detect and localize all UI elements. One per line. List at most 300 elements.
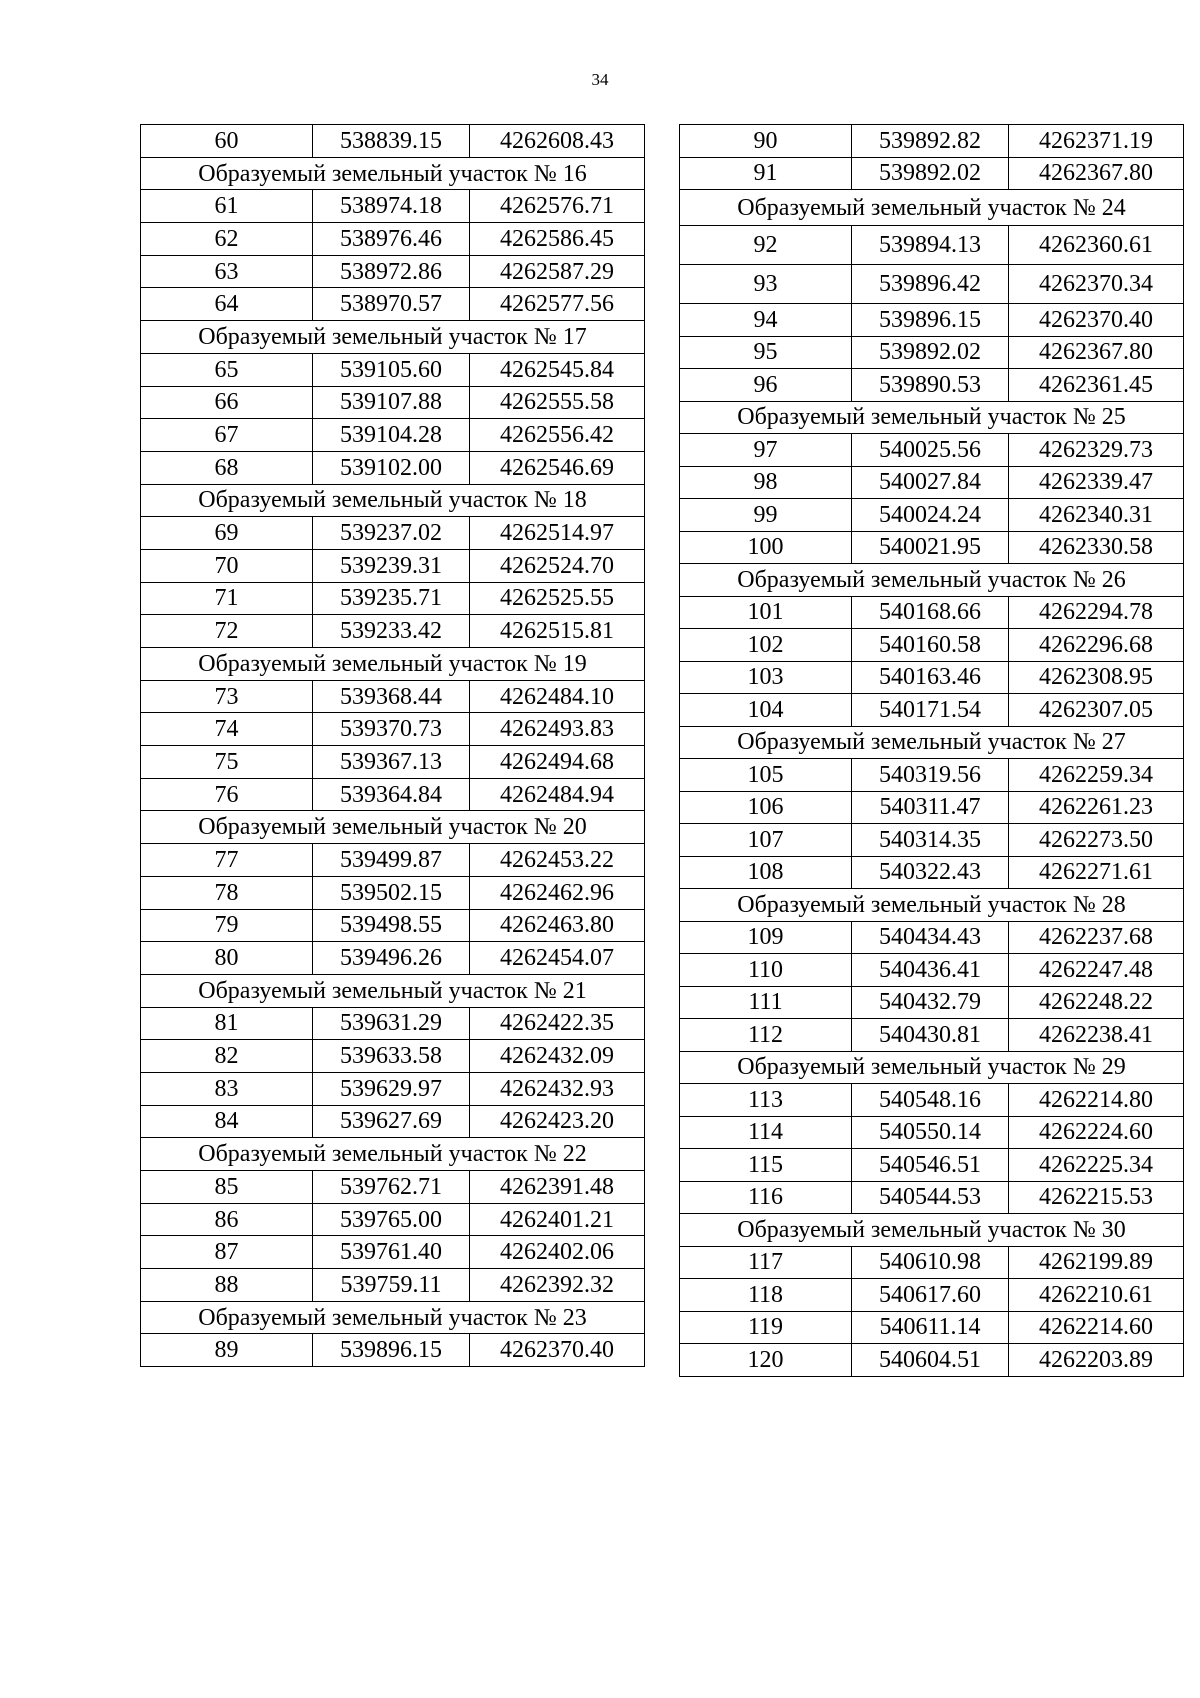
point-number: 90: [680, 125, 852, 158]
table-row: [141, 909, 645, 942]
parcel-header-row: [141, 157, 645, 190]
x-coordinate: 539364.84: [313, 778, 470, 811]
parcel-header: [141, 1138, 645, 1171]
x-coordinate: 539237.02: [313, 517, 470, 550]
x-coordinate: 538972.86: [313, 255, 470, 288]
x-coordinate: 540550.14: [852, 1116, 1009, 1149]
table-row: [680, 694, 1184, 727]
point-number: 78: [141, 876, 313, 909]
x-coordinate: 540611.14: [852, 1311, 1009, 1344]
point-number: 100: [680, 531, 852, 564]
parcel-header-label: Образуемый земельный участок №: [198, 650, 563, 677]
x-coordinate: 540021.95: [852, 531, 1009, 564]
y-coordinate: 4262422.35: [470, 1007, 645, 1040]
parcel-header: [680, 1214, 1184, 1247]
y-coordinate: 4262545.84: [470, 353, 645, 386]
parcel-header-row: [141, 811, 645, 844]
y-coordinate: 4262484.94: [470, 778, 645, 811]
y-coordinate: 4262462.96: [470, 876, 645, 909]
y-coordinate: 4262225.34: [1009, 1149, 1184, 1182]
parcel-header-row: [141, 484, 645, 517]
coordinates-table-left: [140, 124, 645, 1367]
x-coordinate: 540434.43: [852, 921, 1009, 954]
parcel-number: 16: [562, 160, 587, 187]
parcel-header: [680, 726, 1184, 759]
y-coordinate: 4262271.61: [1009, 856, 1184, 889]
y-coordinate: 4262294.78: [1009, 596, 1184, 629]
parcel-header-row: [680, 889, 1184, 922]
parcel-header: [141, 1301, 645, 1334]
point-number: 64: [141, 288, 313, 321]
point-number: 92: [680, 226, 852, 265]
x-coordinate: 539896.42: [852, 265, 1009, 304]
x-coordinate: 540027.84: [852, 466, 1009, 499]
parcel-number: 18: [562, 487, 587, 514]
parcel-number: 21: [562, 977, 587, 1004]
parcel-header: [141, 484, 645, 517]
point-number: 118: [680, 1279, 852, 1312]
y-coordinate: 4262524.70: [470, 549, 645, 582]
point-number: 111: [680, 986, 852, 1019]
y-coordinate: 4262361.45: [1009, 369, 1184, 402]
point-number: 76: [141, 778, 313, 811]
parcel-header-label: Образуемый земельный участок №: [198, 814, 563, 841]
y-coordinate: 4262247.48: [1009, 954, 1184, 987]
table-row: [680, 1019, 1184, 1052]
point-number: 97: [680, 434, 852, 467]
point-number: 107: [680, 824, 852, 857]
table-row: [680, 629, 1184, 662]
point-number: 105: [680, 759, 852, 792]
parcel-number: 30: [1101, 1216, 1126, 1243]
point-number: 71: [141, 582, 313, 615]
y-coordinate: 4262210.61: [1009, 1279, 1184, 1312]
parcel-header: [680, 190, 1184, 226]
parcel-number: 29: [1101, 1054, 1126, 1081]
table-row: [680, 304, 1184, 337]
point-number: 74: [141, 713, 313, 746]
table-row: [680, 1149, 1184, 1182]
y-coordinate: 4262576.71: [470, 190, 645, 223]
point-number: 93: [680, 265, 852, 304]
parcel-header: [680, 1051, 1184, 1084]
x-coordinate: 539631.29: [313, 1007, 470, 1040]
y-coordinate: 4262556.42: [470, 419, 645, 452]
parcel-header-label: Образуемый земельный участок №: [198, 323, 563, 350]
y-coordinate: 4262525.55: [470, 582, 645, 615]
table-row: [680, 661, 1184, 694]
parcel-header-row: [141, 321, 645, 354]
coordinates-table-right: [679, 124, 1184, 1377]
x-coordinate: 539102.00: [313, 451, 470, 484]
y-coordinate: 4262494.68: [470, 746, 645, 779]
table-row: [141, 255, 645, 288]
table-row: [141, 1040, 645, 1073]
page-number: 34: [591, 70, 609, 89]
table-row: [680, 921, 1184, 954]
parcel-header-label: Образуемый земельный участок №: [198, 160, 563, 187]
x-coordinate: 539759.11: [313, 1269, 470, 1302]
parcel-header-row: [680, 564, 1184, 597]
table-row: [680, 1084, 1184, 1117]
table-row: [680, 466, 1184, 499]
table-row: [141, 876, 645, 909]
x-coordinate: 540604.51: [852, 1344, 1009, 1377]
x-coordinate: 539370.73: [313, 713, 470, 746]
parcel-header: [141, 648, 645, 681]
parcel-number: 28: [1101, 891, 1126, 918]
x-coordinate: 539499.87: [313, 844, 470, 877]
x-coordinate: 538970.57: [313, 288, 470, 321]
y-coordinate: 4262423.20: [470, 1105, 645, 1138]
parcel-header-label: Образуемый земельный участок №: [737, 404, 1102, 431]
y-coordinate: 4262586.45: [470, 223, 645, 256]
parcel-header: [141, 811, 645, 844]
table-row: [141, 615, 645, 648]
parcel-header-label: Образуемый земельный участок №: [737, 1054, 1102, 1081]
table-row: [680, 954, 1184, 987]
y-coordinate: 4262307.05: [1009, 694, 1184, 727]
x-coordinate: 540544.53: [852, 1181, 1009, 1214]
table-row: [680, 1116, 1184, 1149]
x-coordinate: 540548.16: [852, 1084, 1009, 1117]
y-coordinate: 4262493.83: [470, 713, 645, 746]
parcel-header-label: Образуемый земельный участок №: [737, 194, 1102, 221]
x-coordinate: 539502.15: [313, 876, 470, 909]
point-number: 86: [141, 1203, 313, 1236]
x-coordinate: 539890.53: [852, 369, 1009, 402]
y-coordinate: 4262329.73: [1009, 434, 1184, 467]
y-coordinate: 4262199.89: [1009, 1246, 1184, 1279]
point-number: 72: [141, 615, 313, 648]
point-number: 109: [680, 921, 852, 954]
y-coordinate: 4262484.10: [470, 680, 645, 713]
table-row: [680, 499, 1184, 532]
parcel-number: 26: [1101, 566, 1126, 593]
x-coordinate: 539892.02: [852, 157, 1009, 190]
point-number: 113: [680, 1084, 852, 1117]
y-coordinate: 4262215.53: [1009, 1181, 1184, 1214]
x-coordinate: 539629.97: [313, 1072, 470, 1105]
y-coordinate: 4262432.93: [470, 1072, 645, 1105]
y-coordinate: 4262608.43: [470, 125, 645, 158]
table-row: [141, 942, 645, 975]
parcel-number: 24: [1101, 194, 1126, 221]
y-coordinate: 4262454.07: [470, 942, 645, 975]
y-coordinate: 4262339.47: [1009, 466, 1184, 499]
table-row: [141, 419, 645, 452]
x-coordinate: 539368.44: [313, 680, 470, 713]
table-row: [680, 1246, 1184, 1279]
point-number: 80: [141, 942, 313, 975]
point-number: 61: [141, 190, 313, 223]
point-number: 84: [141, 1105, 313, 1138]
y-coordinate: 4262273.50: [1009, 824, 1184, 857]
table-row: [141, 125, 645, 158]
point-number: 87: [141, 1236, 313, 1269]
x-coordinate: 540160.58: [852, 629, 1009, 662]
point-number: 120: [680, 1344, 852, 1377]
y-coordinate: 4262453.22: [470, 844, 645, 877]
y-coordinate: 4262203.89: [1009, 1344, 1184, 1377]
parcel-header-label: Образуемый земельный участок №: [198, 1141, 563, 1168]
table-row: [680, 1344, 1184, 1377]
table-row: [680, 596, 1184, 629]
y-coordinate: 4262463.80: [470, 909, 645, 942]
table-row: [141, 844, 645, 877]
x-coordinate: 540163.46: [852, 661, 1009, 694]
y-coordinate: 4262401.21: [470, 1203, 645, 1236]
table-row: [680, 336, 1184, 369]
point-number: 63: [141, 255, 313, 288]
point-number: 99: [680, 499, 852, 532]
y-coordinate: 4262514.97: [470, 517, 645, 550]
point-number: 66: [141, 386, 313, 419]
y-coordinate: 4262296.68: [1009, 629, 1184, 662]
x-coordinate: 538976.46: [313, 223, 470, 256]
y-coordinate: 4262587.29: [470, 255, 645, 288]
y-coordinate: 4262391.48: [470, 1171, 645, 1204]
table-row: [680, 1311, 1184, 1344]
x-coordinate: 540546.51: [852, 1149, 1009, 1182]
point-number: 116: [680, 1181, 852, 1214]
point-number: 88: [141, 1269, 313, 1302]
parcel-number: 17: [562, 323, 587, 350]
x-coordinate: 539233.42: [313, 615, 470, 648]
table-row: [141, 1269, 645, 1302]
parcel-header: [141, 157, 645, 190]
point-number: 114: [680, 1116, 852, 1149]
y-coordinate: 4262248.22: [1009, 986, 1184, 1019]
point-number: 119: [680, 1311, 852, 1344]
table-row: [141, 1105, 645, 1138]
y-coordinate: 4262402.06: [470, 1236, 645, 1269]
x-coordinate: 539894.13: [852, 226, 1009, 265]
parcel-header-row: [141, 1138, 645, 1171]
x-coordinate: 539239.31: [313, 549, 470, 582]
x-coordinate: 539761.40: [313, 1236, 470, 1269]
x-coordinate: 540025.56: [852, 434, 1009, 467]
x-coordinate: 539107.88: [313, 386, 470, 419]
parcel-number: 19: [562, 650, 587, 677]
parcel-number: 27: [1101, 729, 1126, 756]
point-number: 65: [141, 353, 313, 386]
y-coordinate: 4262237.68: [1009, 921, 1184, 954]
parcel-header: [680, 564, 1184, 597]
y-coordinate: 4262259.34: [1009, 759, 1184, 792]
table-row: [141, 190, 645, 223]
point-number: 108: [680, 856, 852, 889]
y-coordinate: 4262370.40: [1009, 304, 1184, 337]
point-number: 69: [141, 517, 313, 550]
table-row: [680, 824, 1184, 857]
x-coordinate: 539762.71: [313, 1171, 470, 1204]
table-row: [680, 125, 1184, 158]
x-coordinate: 540617.60: [852, 1279, 1009, 1312]
point-number: 67: [141, 419, 313, 452]
parcel-header-label: Образуемый земельный участок №: [737, 891, 1102, 918]
x-coordinate: 540436.41: [852, 954, 1009, 987]
point-number: 102: [680, 629, 852, 662]
y-coordinate: 4262367.80: [1009, 157, 1184, 190]
x-coordinate: 539105.60: [313, 353, 470, 386]
parcel-number: 25: [1101, 404, 1126, 431]
point-number: 81: [141, 1007, 313, 1040]
y-coordinate: 4262224.60: [1009, 1116, 1184, 1149]
x-coordinate: 539892.82: [852, 125, 1009, 158]
y-coordinate: 4262555.58: [470, 386, 645, 419]
y-coordinate: 4262214.80: [1009, 1084, 1184, 1117]
point-number: 79: [141, 909, 313, 942]
parcel-header: [680, 889, 1184, 922]
table-row: [680, 1279, 1184, 1312]
table-row: [141, 582, 645, 615]
parcel-header-row: [680, 1214, 1184, 1247]
y-coordinate: 4262370.40: [470, 1334, 645, 1367]
point-number: 82: [141, 1040, 313, 1073]
y-coordinate: 4262261.23: [1009, 791, 1184, 824]
parcel-header-label: Образуемый земельный участок №: [737, 566, 1102, 593]
point-number: 103: [680, 661, 852, 694]
table-row: [141, 223, 645, 256]
x-coordinate: 539104.28: [313, 419, 470, 452]
parcel-header-label: Образуемый земельный участок №: [198, 487, 563, 514]
table-row: [141, 1072, 645, 1105]
x-coordinate: 540319.56: [852, 759, 1009, 792]
x-coordinate: 539892.02: [852, 336, 1009, 369]
point-number: 101: [680, 596, 852, 629]
x-coordinate: 539235.71: [313, 582, 470, 615]
x-coordinate: 539627.69: [313, 1105, 470, 1138]
point-number: 96: [680, 369, 852, 402]
x-coordinate: 538839.15: [313, 125, 470, 158]
y-coordinate: 4262371.19: [1009, 125, 1184, 158]
parcel-header-row: [680, 190, 1184, 226]
y-coordinate: 4262367.80: [1009, 336, 1184, 369]
x-coordinate: 540432.79: [852, 986, 1009, 1019]
parcel-header-row: [141, 648, 645, 681]
table-row: [680, 856, 1184, 889]
table-row: [680, 157, 1184, 190]
table-row: [141, 353, 645, 386]
y-coordinate: 4262392.32: [470, 1269, 645, 1302]
parcel-header-row: [680, 1051, 1184, 1084]
table-row: [141, 1203, 645, 1236]
table-row: [680, 986, 1184, 1019]
parcel-header-row: [141, 1301, 645, 1334]
parcel-header-label: Образуемый земельный участок №: [737, 1216, 1102, 1243]
point-number: 94: [680, 304, 852, 337]
y-coordinate: 4262515.81: [470, 615, 645, 648]
table-row: [680, 791, 1184, 824]
y-coordinate: 4262432.09: [470, 1040, 645, 1073]
point-number: 95: [680, 336, 852, 369]
point-number: 91: [680, 157, 852, 190]
table-row: [680, 531, 1184, 564]
table-row: [141, 386, 645, 419]
y-coordinate: 4262360.61: [1009, 226, 1184, 265]
point-number: 104: [680, 694, 852, 727]
y-coordinate: 4262546.69: [470, 451, 645, 484]
table-row: [141, 549, 645, 582]
x-coordinate: 538974.18: [313, 190, 470, 223]
parcel-header: [680, 401, 1184, 434]
table-row: [680, 369, 1184, 402]
y-coordinate: 4262308.95: [1009, 661, 1184, 694]
y-coordinate: 4262330.58: [1009, 531, 1184, 564]
table-row: [141, 778, 645, 811]
table-row: [680, 1181, 1184, 1214]
point-number: 115: [680, 1149, 852, 1182]
point-number: 60: [141, 125, 313, 158]
table-row: [141, 288, 645, 321]
y-coordinate: 4262238.41: [1009, 1019, 1184, 1052]
x-coordinate: 539498.55: [313, 909, 470, 942]
table-row: [680, 434, 1184, 467]
x-coordinate: 540168.66: [852, 596, 1009, 629]
point-number: 117: [680, 1246, 852, 1279]
x-coordinate: 540430.81: [852, 1019, 1009, 1052]
table-row: [141, 746, 645, 779]
table-row: [680, 226, 1184, 265]
point-number: 68: [141, 451, 313, 484]
x-coordinate: 539896.15: [313, 1334, 470, 1367]
point-number: 85: [141, 1171, 313, 1204]
parcel-number: 23: [562, 1304, 587, 1331]
parcel-header-row: [680, 726, 1184, 759]
point-number: 83: [141, 1072, 313, 1105]
x-coordinate: 540171.54: [852, 694, 1009, 727]
table-row: [141, 680, 645, 713]
x-coordinate: 540322.43: [852, 856, 1009, 889]
point-number: 73: [141, 680, 313, 713]
x-coordinate: 539367.13: [313, 746, 470, 779]
point-number: 77: [141, 844, 313, 877]
x-coordinate: 540024.24: [852, 499, 1009, 532]
table-row: [141, 1007, 645, 1040]
table-row: [680, 265, 1184, 304]
x-coordinate: 539896.15: [852, 304, 1009, 337]
parcel-number: 20: [562, 814, 587, 841]
x-coordinate: 540311.47: [852, 791, 1009, 824]
parcel-header-row: [680, 401, 1184, 434]
table-row: [141, 1171, 645, 1204]
point-number: 98: [680, 466, 852, 499]
point-number: 89: [141, 1334, 313, 1367]
parcel-number: 22: [562, 1141, 587, 1168]
table-row: [141, 1236, 645, 1269]
x-coordinate: 540314.35: [852, 824, 1009, 857]
table-row: [141, 451, 645, 484]
parcel-header-label: Образуемый земельный участок №: [737, 729, 1102, 756]
x-coordinate: 540610.98: [852, 1246, 1009, 1279]
x-coordinate: 539496.26: [313, 942, 470, 975]
point-number: 62: [141, 223, 313, 256]
x-coordinate: 539765.00: [313, 1203, 470, 1236]
y-coordinate: 4262577.56: [470, 288, 645, 321]
table-row: [141, 713, 645, 746]
table-row: [141, 517, 645, 550]
point-number: 112: [680, 1019, 852, 1052]
table-row: [680, 759, 1184, 792]
table-row: [141, 1334, 645, 1367]
parcel-header: [141, 321, 645, 354]
y-coordinate: 4262340.31: [1009, 499, 1184, 532]
parcel-header: [141, 974, 645, 1007]
parcel-header-label: Образуемый земельный участок №: [198, 977, 563, 1004]
point-number: 70: [141, 549, 313, 582]
point-number: 106: [680, 791, 852, 824]
